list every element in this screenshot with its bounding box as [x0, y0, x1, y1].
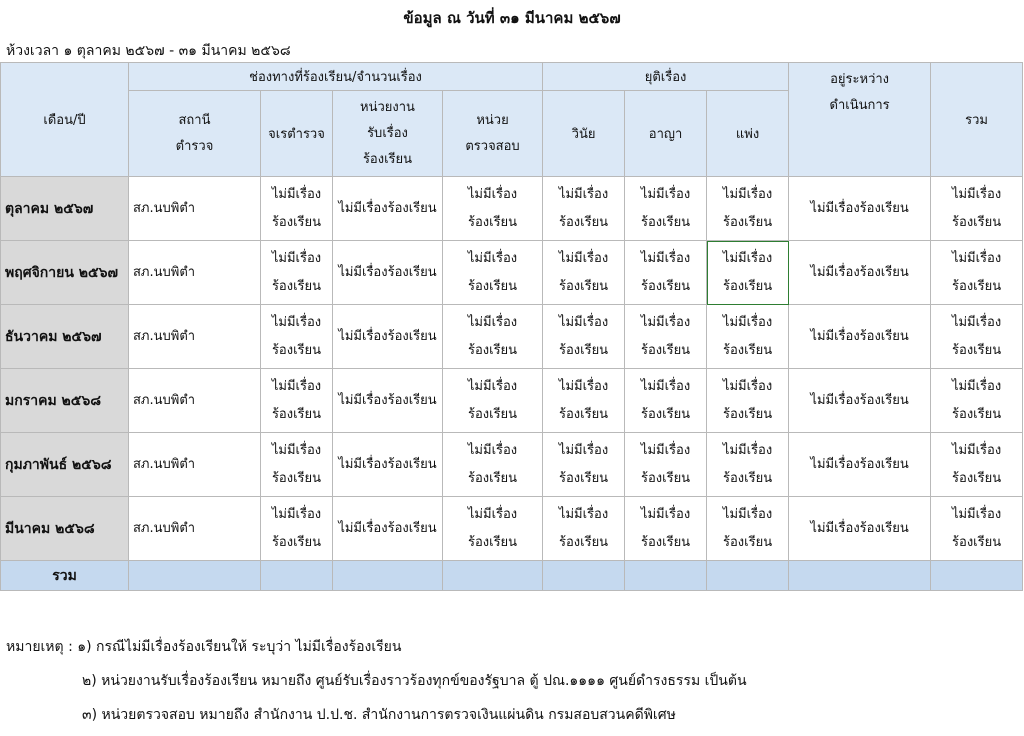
audit-cell[interactable]: ไม่มีเรื่อง ร้องเรียน [443, 177, 543, 241]
agency-cell[interactable]: ไม่มีเรื่องร้องเรียน [333, 177, 443, 241]
civil-cell[interactable]: ไม่มีเรื่อง ร้องเรียน [707, 241, 789, 305]
total-cell[interactable] [261, 561, 333, 591]
report-title: ข้อมูล ณ วันที่ ๓๑ มีนาคม ๒๕๖๗ [403, 9, 621, 27]
complaint-table [0, 62, 1023, 591]
pending-cell[interactable]: ไม่มีเรื่องร้องเรียน [789, 177, 931, 241]
header-pending[interactable]: อยู่ระหว่าง ดำเนินการ [789, 63, 931, 177]
pending-cell[interactable]: ไม่มีเรื่องร้องเรียน [789, 497, 931, 561]
officer-cell[interactable]: ไม่มีเรื่อง ร้องเรียน [261, 369, 333, 433]
criminal-cell[interactable]: ไม่มีเรื่อง ร้องเรียน [625, 369, 707, 433]
criminal-cell[interactable]: ไม่มีเรื่อง ร้องเรียน [625, 241, 707, 305]
header-agency[interactable]: หน่วยงาน รับเรื่อง ร้องเรียน [333, 91, 443, 177]
officer-cell[interactable]: ไม่มีเรื่อง ร้องเรียน [261, 305, 333, 369]
total-cell[interactable]: ไม่มีเรื่อง ร้องเรียน [931, 241, 1023, 305]
header-criminal[interactable]: อาญา [625, 91, 707, 177]
header-station[interactable]: สถานี ตำรวจ [129, 91, 261, 177]
audit-cell[interactable]: ไม่มีเรื่อง ร้องเรียน [443, 305, 543, 369]
period-label: ห้วงเวลา ๑ ตุลาคม ๒๕๖๗ - ๓๑ มีนาคม ๒๕๖๘ [6, 43, 291, 59]
officer-cell[interactable]: ไม่มีเรื่อง ร้องเรียน [261, 241, 333, 305]
month-cell[interactable]: กุมภาพันธ์ ๒๕๖๘ [1, 433, 129, 497]
civil-cell[interactable]: ไม่มีเรื่อง ร้องเรียน [707, 369, 789, 433]
total-cell[interactable] [625, 561, 707, 591]
total-cell[interactable] [789, 561, 931, 591]
total-cell[interactable] [931, 561, 1023, 591]
officer-cell[interactable]: ไม่มีเรื่อง ร้องเรียน [261, 497, 333, 561]
pending-cell[interactable]: ไม่มีเรื่องร้องเรียน [789, 369, 931, 433]
header-total[interactable]: รวม [931, 63, 1023, 177]
total-row [1, 561, 1023, 591]
month-cell[interactable]: ธันวาคม ๒๕๖๗ [1, 305, 129, 369]
note-3: ๓) หน่วยตรวจสอบ หมายถึง สำนักงาน ป.ป.ช. สำนักงานการตรวจเงินแผ่นดิน กรมสอบสวนคดีพิเศษ [82, 707, 676, 723]
table-row [1, 177, 1023, 241]
total-cell[interactable]: ไม่มีเรื่อง ร้องเรียน [931, 305, 1023, 369]
agency-cell[interactable]: ไม่มีเรื่องร้องเรียน [333, 241, 443, 305]
station-cell[interactable]: สภ.นบพิตำ [129, 433, 261, 497]
discipline-cell[interactable]: ไม่มีเรื่อง ร้องเรียน [543, 369, 625, 433]
table-row [1, 433, 1023, 497]
officer-cell[interactable]: ไม่มีเรื่อง ร้องเรียน [261, 433, 333, 497]
total-cell[interactable]: ไม่มีเรื่อง ร้องเรียน [931, 177, 1023, 241]
discipline-cell[interactable]: ไม่มีเรื่อง ร้องเรียน [543, 241, 625, 305]
month-cell[interactable]: มีนาคม ๒๕๖๘ [1, 497, 129, 561]
header-civil[interactable]: แพ่ง [707, 91, 789, 177]
criminal-cell[interactable]: ไม่มีเรื่อง ร้องเรียน [625, 433, 707, 497]
audit-cell[interactable]: ไม่มีเรื่อง ร้องเรียน [443, 241, 543, 305]
agency-cell[interactable]: ไม่มีเรื่องร้องเรียน [333, 433, 443, 497]
pending-cell[interactable]: ไม่มีเรื่องร้องเรียน [789, 305, 931, 369]
audit-cell[interactable]: ไม่มีเรื่อง ร้องเรียน [443, 433, 543, 497]
header-channels[interactable]: ช่องทางที่ร้องเรียน/จำนวนเรื่อง [129, 63, 543, 91]
discipline-cell[interactable]: ไม่มีเรื่อง ร้องเรียน [543, 177, 625, 241]
pending-cell[interactable]: ไม่มีเรื่องร้องเรียน [789, 433, 931, 497]
table-row [1, 241, 1023, 305]
total-cell[interactable]: ไม่มีเรื่อง ร้องเรียน [931, 433, 1023, 497]
station-cell[interactable]: สภ.นบพิตำ [129, 241, 261, 305]
table-row [1, 369, 1023, 433]
month-cell[interactable]: มกราคม ๒๕๖๘ [1, 369, 129, 433]
month-cell[interactable]: พฤศจิกายน ๒๕๖๗ [1, 241, 129, 305]
officer-cell[interactable]: ไม่มีเรื่อง ร้องเรียน [261, 177, 333, 241]
notes [6, 630, 747, 732]
total-cell[interactable] [443, 561, 543, 591]
header-closed[interactable]: ยุติเรื่อง [543, 63, 789, 91]
header-discipline[interactable]: วินัย [543, 91, 625, 177]
note-2: ๒) หน่วยงานรับเรื่องร้องเรียน หมายถึง ศูนย์รับเรื่องราวร้องทุกข์ของรัฐบาล ตู้ ปณ.๑๑๑๑ ศูนย์ดำรงธรรม เป็นต้น [82, 673, 747, 689]
discipline-cell[interactable]: ไม่มีเรื่อง ร้องเรียน [543, 433, 625, 497]
total-cell[interactable]: ไม่มีเรื่อง ร้องเรียน [931, 497, 1023, 561]
note-1: หมายเหตุ : ๑) กรณีไม่มีเรื่องร้องเรียนให้ ระบุว่า ไม่มีเรื่องร้องเรียน [6, 639, 402, 655]
table-row [1, 305, 1023, 369]
audit-cell[interactable]: ไม่มีเรื่อง ร้องเรียน [443, 497, 543, 561]
station-cell[interactable]: สภ.นบพิตำ [129, 305, 261, 369]
station-cell[interactable]: สภ.นบพิตำ [129, 369, 261, 433]
agency-cell[interactable]: ไม่มีเรื่องร้องเรียน [333, 305, 443, 369]
pending-cell[interactable]: ไม่มีเรื่องร้องเรียน [789, 241, 931, 305]
total-cell[interactable] [129, 561, 261, 591]
civil-cell[interactable]: ไม่มีเรื่อง ร้องเรียน [707, 305, 789, 369]
station-cell[interactable]: สภ.นบพิตำ [129, 497, 261, 561]
total-label[interactable]: รวม [1, 561, 129, 591]
agency-cell[interactable]: ไม่มีเรื่องร้องเรียน [333, 369, 443, 433]
agency-cell[interactable]: ไม่มีเรื่องร้องเรียน [333, 497, 443, 561]
total-cell[interactable] [333, 561, 443, 591]
civil-cell[interactable]: ไม่มีเรื่อง ร้องเรียน [707, 433, 789, 497]
month-cell[interactable]: ตุลาคม ๒๕๖๗ [1, 177, 129, 241]
total-cell[interactable]: ไม่มีเรื่อง ร้องเรียน [931, 369, 1023, 433]
header-month[interactable]: เดือน/ปี [1, 63, 129, 177]
total-cell[interactable] [543, 561, 625, 591]
header-audit[interactable]: หน่วย ตรวจสอบ [443, 91, 543, 177]
civil-cell[interactable]: ไม่มีเรื่อง ร้องเรียน [707, 177, 789, 241]
discipline-cell[interactable]: ไม่มีเรื่อง ร้องเรียน [543, 497, 625, 561]
discipline-cell[interactable]: ไม่มีเรื่อง ร้องเรียน [543, 305, 625, 369]
station-cell[interactable]: สภ.นบพิตำ [129, 177, 261, 241]
criminal-cell[interactable]: ไม่มีเรื่อง ร้องเรียน [625, 305, 707, 369]
criminal-cell[interactable]: ไม่มีเรื่อง ร้องเรียน [625, 497, 707, 561]
civil-cell[interactable]: ไม่มีเรื่อง ร้องเรียน [707, 497, 789, 561]
header-officer[interactable]: จเรตำรวจ [261, 91, 333, 177]
criminal-cell[interactable]: ไม่มีเรื่อง ร้องเรียน [625, 177, 707, 241]
audit-cell[interactable]: ไม่มีเรื่อง ร้องเรียน [443, 369, 543, 433]
table-row [1, 497, 1023, 561]
total-cell[interactable] [707, 561, 789, 591]
